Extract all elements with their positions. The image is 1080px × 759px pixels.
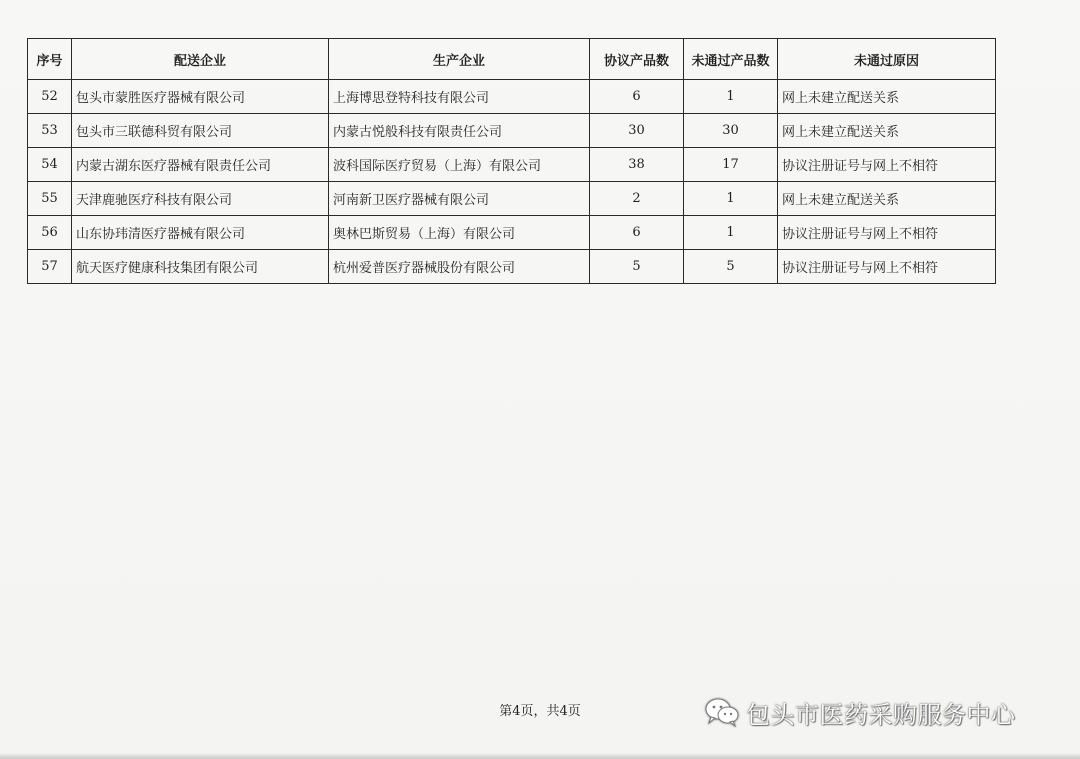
table-row (28, 80, 996, 114)
cell-agreement-count: 2 (590, 182, 684, 216)
cell-manufacturer: 奥林巴斯贸易（上海）有限公司 (329, 216, 590, 250)
wechat-watermark (704, 692, 1016, 732)
cell-agreement-count: 30 (590, 114, 684, 148)
table-row (28, 250, 996, 284)
header-agreement-count: 协议产品数 (590, 39, 684, 80)
cell-agreement-count: 5 (590, 250, 684, 284)
cell-manufacturer: 杭州爱普医疗器械股份有限公司 (329, 250, 590, 284)
cell-failure-reason: 协议注册证号与网上不相符 (778, 216, 996, 250)
watermark-text: 包头市医药采购服务中心 (746, 700, 1016, 729)
header-failure-reason: 未通过原因 (778, 39, 996, 80)
cell-seq: 56 (28, 216, 72, 250)
cell-failure-reason: 协议注册证号与网上不相符 (778, 250, 996, 284)
cell-manufacturer: 内蒙古悦般科技有限责任公司 (329, 114, 590, 148)
cell-distributor: 内蒙古湖东医疗器械有限责任公司 (72, 148, 329, 182)
cell-seq: 55 (28, 182, 72, 216)
cell-failed-count: 17 (684, 148, 778, 182)
cell-seq: 52 (28, 80, 72, 114)
header-manufacturer: 生产企业 (329, 39, 590, 80)
table-row (28, 114, 996, 148)
header-seq: 序号 (28, 39, 72, 80)
cell-seq: 53 (28, 114, 72, 148)
table-header-row (28, 39, 996, 80)
cell-manufacturer: 上海博思登特科技有限公司 (329, 80, 590, 114)
cell-agreement-count: 38 (590, 148, 684, 182)
cell-failure-reason: 协议注册证号与网上不相符 (778, 148, 996, 182)
cell-failed-count: 1 (684, 216, 778, 250)
cell-agreement-count: 6 (590, 216, 684, 250)
cell-failed-count: 1 (684, 80, 778, 114)
cell-failed-count: 5 (684, 250, 778, 284)
cell-failure-reason: 网上未建立配送关系 (778, 114, 996, 148)
cell-seq: 54 (28, 148, 72, 182)
data-table (27, 38, 996, 284)
cell-manufacturer: 河南新卫医疗器械有限公司 (329, 182, 590, 216)
header-distributor: 配送企业 (72, 39, 329, 80)
cell-failure-reason: 网上未建立配送关系 (778, 182, 996, 216)
cell-distributor: 包头市三联德科贸有限公司 (72, 114, 329, 148)
page-bottom-edge (0, 753, 1080, 759)
cell-distributor: 山东协玮清医疗器械有限公司 (72, 216, 329, 250)
header-failed-count: 未通过产品数 (684, 39, 778, 80)
page-number: 第4页，共4页 (499, 704, 581, 719)
table-row (28, 148, 996, 182)
cell-distributor: 天津鹿驰医疗科技有限公司 (72, 182, 329, 216)
cell-distributor: 包头市蒙胜医疗器械有限公司 (72, 80, 329, 114)
cell-agreement-count: 6 (590, 80, 684, 114)
wechat-icon (704, 697, 740, 727)
cell-distributor: 航天医疗健康科技集团有限公司 (72, 250, 329, 284)
cell-failed-count: 30 (684, 114, 778, 148)
table-row (28, 182, 996, 216)
cell-failed-count: 1 (684, 182, 778, 216)
cell-failure-reason: 网上未建立配送关系 (778, 80, 996, 114)
table-row (28, 216, 996, 250)
cell-manufacturer: 波科国际医疗贸易（上海）有限公司 (329, 148, 590, 182)
cell-seq: 57 (28, 250, 72, 284)
